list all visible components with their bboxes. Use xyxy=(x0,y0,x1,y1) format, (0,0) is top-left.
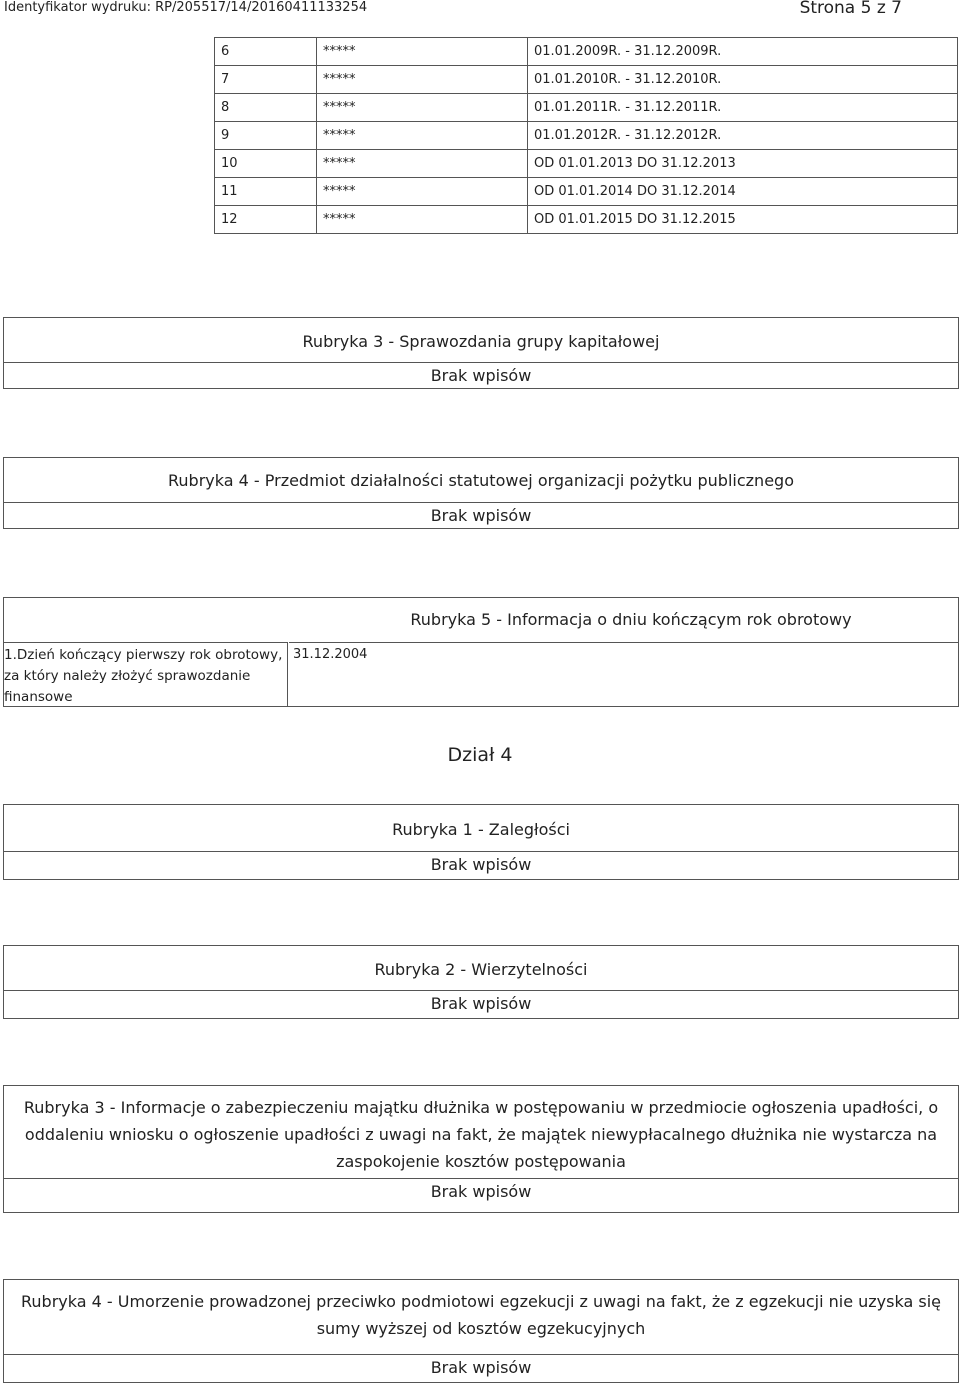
row-period: 01.01.2012R. - 31.12.2012R. xyxy=(528,122,958,150)
page-number: Strona 5 z 7 xyxy=(799,0,902,18)
row-number: 10 xyxy=(215,150,317,178)
section-content: Brak wpisów xyxy=(430,994,532,1013)
row-name: ***** xyxy=(317,94,528,122)
row-number: 11 xyxy=(215,178,317,206)
section-title: Rubryka 2 - Wierzytelności xyxy=(4,946,958,991)
section-umorzenie-egzekucji xyxy=(3,1279,959,1383)
row-name: ***** xyxy=(317,206,528,234)
section-title: Rubryka 5 - Informacja o dniu kończącym rok obrotowy xyxy=(410,610,852,629)
table-row xyxy=(215,122,958,150)
section-content: Brak wpisów xyxy=(430,1358,532,1377)
row-period: 01.01.2009R. - 31.12.2009R. xyxy=(528,38,958,66)
row-period: OD 01.01.2014 DO 31.12.2014 xyxy=(528,178,958,206)
section-content: Brak wpisów xyxy=(430,506,532,525)
row-period: OD 01.01.2015 DO 31.12.2015 xyxy=(528,206,958,234)
row-name: ***** xyxy=(317,122,528,150)
fiscal-year-question: 1.Dzień kończący pierwszy rok obrotowy, za który należy złożyć sprawozdanie finansowe xyxy=(4,642,288,706)
print-identifier: Identyfikator wydruku: RP/205517/14/20160411133254 xyxy=(4,0,368,15)
row-name: ***** xyxy=(317,178,528,206)
row-period: 01.01.2011R. - 31.12.2011R. xyxy=(528,94,958,122)
table-row xyxy=(215,206,958,234)
section-rubryka-4 xyxy=(3,457,959,529)
row-number: 12 xyxy=(215,206,317,234)
table-row xyxy=(215,150,958,178)
section-content: Brak wpisów xyxy=(430,366,532,385)
periods-table xyxy=(214,37,958,234)
section-content: Brak wpisów xyxy=(430,855,532,874)
section-title: Rubryka 3 - Sprawozdania grupy kapitałowej xyxy=(4,318,958,363)
section-rubryka-3 xyxy=(3,317,959,389)
row-number: 9 xyxy=(215,122,317,150)
section-rubryka-5 xyxy=(3,597,959,707)
table-row xyxy=(215,178,958,206)
row-number: 7 xyxy=(215,66,317,94)
table-row xyxy=(215,66,958,94)
row-name: ***** xyxy=(317,150,528,178)
table-row xyxy=(215,94,958,122)
section-title: Rubryka 1 - Zaległości xyxy=(4,805,958,852)
section-title: Rubryka 4 - Przedmiot działalności statutowej organizacji pożytku publicznego xyxy=(4,458,958,503)
section-title: Rubryka 4 - Umorzenie prowadzonej przeciwko podmiotowi egzekucji z uwagi na fakt, że z egzekucji nie uzyska się sumy wyższej od kosztów egzekucyjnych xyxy=(4,1280,958,1355)
row-period: OD 01.01.2013 DO 31.12.2013 xyxy=(528,150,958,178)
row-number: 6 xyxy=(215,38,317,66)
table-row xyxy=(215,38,958,66)
section-wierzytelnosci xyxy=(3,945,959,1019)
row-period: 01.01.2010R. - 31.12.2010R. xyxy=(528,66,958,94)
fiscal-year-answer: 31.12.2004 xyxy=(289,642,958,706)
section-title: Rubryka 3 - Informacje o zabezpieczeniu majątku dłużnika w postępowaniu w przedmiocie ogłoszenia upadłości, o oddaleniu wniosku o ogłoszenie upadłości z uwagi na fakt, że majątek niewypłacalnego dłużnika nie wystarcza na zaspokojenie kosztów postępowania xyxy=(4,1086,958,1179)
row-name: ***** xyxy=(317,66,528,94)
section-zabezpieczenie-majatku xyxy=(3,1085,959,1213)
row-number: 8 xyxy=(215,94,317,122)
section-zaleglosci xyxy=(3,804,959,880)
section-heading-dzial-4: Dział 4 xyxy=(447,744,513,766)
row-name: ***** xyxy=(317,38,528,66)
section-content: Brak wpisów xyxy=(430,1182,532,1201)
